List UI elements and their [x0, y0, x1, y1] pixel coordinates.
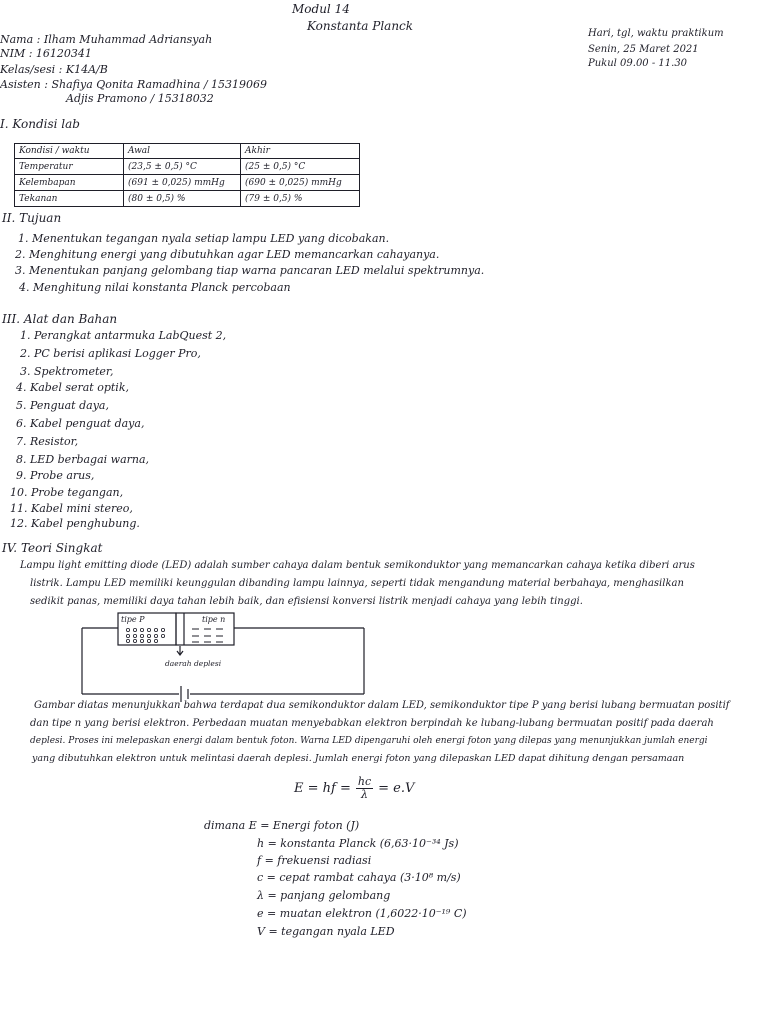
section-3-title: III. Alat dan Bahan [2, 312, 118, 326]
table-cell: (691 ± 0,025) mmHg [124, 175, 241, 191]
definition-line: h = konstanta Planck (6,63·10⁻³⁴ Js) [257, 837, 459, 850]
theory-line: listrik. Lampu LED memiliki keunggulan dibanding lampu lainnya, seperti tidak mengandung material berbahaya, menghasilkan [30, 578, 684, 589]
equipment-item: 6. Kabel penguat daya, [16, 417, 145, 430]
theory-line: Lampu light emitting diode (LED) adalah sumber cahaya dalam bentuk semikonduktor yang memancarkan cahaya ketika diberi arus [20, 560, 695, 571]
table-cell: (80 ± 0,5) % [124, 191, 241, 207]
equipment-item: 3. Spektrometer, [20, 365, 114, 378]
equipment-item: 8. LED berbagai warna, [16, 453, 150, 466]
table-cell: (23,5 ± 0,5) °C [124, 159, 241, 175]
equipment-item: 12. Kabel penghubung. [10, 517, 140, 530]
table-cell: (25 ± 0,5) °C [241, 159, 360, 175]
equipment-item: 5. Penguat daya, [16, 399, 109, 412]
definition-line: V = tegangan nyala LED [257, 925, 395, 938]
lab-conditions-table [14, 143, 360, 207]
schedule-time: Pukul 09.00 - 11.30 [588, 58, 688, 69]
equipment-item: 9. Probe arus, [16, 469, 95, 482]
n-type-label: tipe n [202, 615, 226, 624]
equipment-item: 7. Resistor, [16, 435, 79, 448]
equipment-item: 10. Probe tegangan, [10, 486, 124, 499]
definition-line: c = cepat rambat cahaya (3·10⁸ m/s) [257, 871, 461, 884]
table-header: Akhir [241, 144, 360, 159]
table-row [15, 175, 360, 191]
section-1-title: I. Kondisi lab [0, 117, 80, 131]
objective-item: 2. Menghitung energi yang dibutuhkan agar LED memancarkan cahayanya. [15, 248, 440, 261]
table-cell: (690 ± 0,025) mmHg [241, 175, 360, 191]
section-4-title: IV. Teori Singkat [2, 541, 103, 555]
depletion-label: daerah deplesi [165, 659, 222, 668]
table-header: Kondisi / waktu [15, 144, 124, 159]
formula-fraction [356, 776, 373, 800]
section-2-title: II. Tujuan [2, 211, 62, 225]
table-cell: (79 ± 0,5) % [241, 191, 360, 207]
formula-left: E = hf = [294, 780, 351, 796]
schedule-date: Senin, 25 Maret 2021 [588, 44, 699, 55]
objective-item: 1. Menentukan tegangan nyala setiap lampu LED yang dicobakan. [18, 232, 390, 245]
student-nim: NIM : 16120341 [0, 47, 92, 60]
table-header: Awal [124, 144, 241, 159]
theory-line: Gambar diatas menunjukkan bahwa terdapat dua semikonduktor dalam LED, semikonduktor tipe P yang berisi lubang bermuatan positif [34, 700, 730, 711]
equipment-item: 4. Kabel serat optik, [16, 381, 129, 394]
student-name: Nama : Ilham Muhammad Adriansyah [0, 33, 213, 46]
table-cell: Kelembapan [15, 175, 124, 191]
formula-denominator: λ [360, 787, 368, 801]
definition-line: λ = panjang gelombang [257, 889, 391, 902]
table-row [15, 159, 360, 175]
theory-line: deplesi. Proses ini melepaskan energi dalam bentuk foton. Warna LED dipengaruhi oleh energi foton yang dilepas yang menunjukkan jumlah energi [30, 736, 708, 746]
table-cell: Tekanan [15, 191, 124, 207]
led-junction-diagram [80, 608, 380, 707]
equipment-item: 1. Perangkat antarmuka LabQuest 2, [20, 329, 227, 342]
photon-energy-formula [294, 776, 414, 800]
table-header-row [15, 144, 360, 159]
p-type-label: tipe P [121, 615, 145, 624]
class-session: Kelas/sesi : K14A/B [0, 63, 108, 76]
table-row [15, 191, 360, 207]
theory-line: yang dibutuhkan elektron untuk melintasi daerah deplesi. Jumlah energi foton yang dilepaskan LED dapat dihitung dengan persamaan [32, 753, 685, 764]
objective-item: 3. Menentukan panjang gelombang tiap warna pancaran LED melalui spektrumnya. [15, 264, 485, 277]
definition-line: dimana E = Energi foton (J) [204, 819, 360, 832]
objective-item: 4. Menghitung nilai konstanta Planck percobaan [19, 281, 291, 294]
formula-numerator: hc [357, 775, 372, 788]
theory-line: sedikit panas, memiliki daya tahan lebih baik, dan efisiensi konversi listrik menjadi cahaya yang lebih tinggi. [30, 596, 583, 607]
equipment-item: 2. PC berisi aplikasi Logger Pro, [20, 347, 201, 360]
definition-line: f = frekuensi radiasi [257, 854, 372, 867]
formula-right: = e.V [378, 780, 415, 796]
schedule-label: Hari, tgl, waktu praktikum [588, 28, 724, 39]
assistant-1: Asisten : Shafiya Qonita Ramadhina / 15319069 [0, 78, 268, 91]
definition-line: e = muatan elektron (1,6022·10⁻¹⁹ C) [257, 907, 467, 920]
assistant-2: Adjis Pramono / 15318032 [66, 92, 214, 105]
circuit-drawing [80, 608, 380, 703]
page-title: Konstanta Planck [307, 19, 414, 33]
table-cell: Temperatur [15, 159, 124, 175]
module-label: Modul 14 [292, 2, 350, 16]
theory-line: dan tipe n yang berisi elektron. Perbedaan muatan menyebabkan elektron berpindah ke lubang-lubang bermuatan positif pada daerah [30, 718, 714, 729]
equipment-item: 11. Kabel mini stereo, [10, 502, 133, 515]
